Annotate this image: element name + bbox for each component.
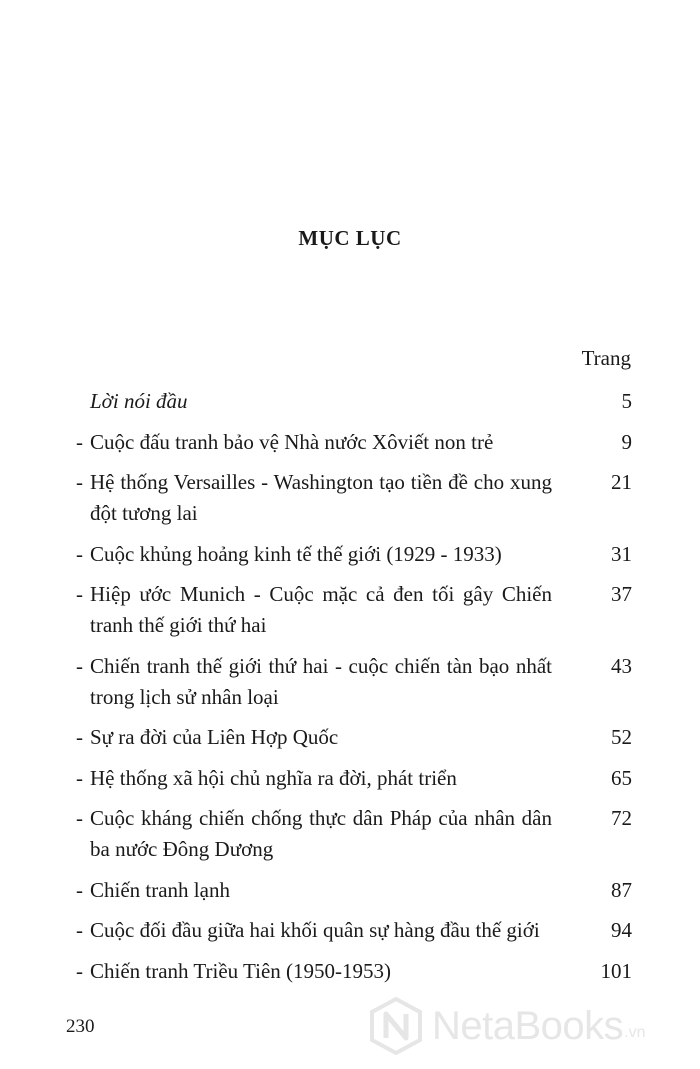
entry-title: Cuộc kháng chiến chống thực dân Pháp của nhân dân ba nước Đông Dương [90,806,552,861]
page-number: 230 [66,1016,95,1037]
entry-dash: - [76,958,83,983]
entry-title: Cuộc đối đầu giữa hai khối quân sự hàng đầu thế giới [90,918,540,942]
entry-dash: - [76,653,83,678]
entry-page: 5 [621,389,632,413]
toc-title: MỤC LỤC [298,226,402,250]
entry-page: 43 [611,653,632,678]
toc-entry [76,722,632,753]
netabooks-logo-icon [366,996,426,1056]
entry-title: Chiến tranh thế giới thứ hai - cuộc chiến tàn bạo nhất trong lịch sử nhân loại [90,653,552,709]
entry-page: 87 [611,877,632,902]
entry-page: 94 [611,918,632,942]
entry-title: Sự ra đời của Liên Hợp Quốc [90,725,339,749]
table-of-contents [76,386,632,996]
entry-dash: - [76,470,83,494]
toc-entry [76,427,632,458]
entry-dash: - [76,877,83,902]
toc-entry [76,539,632,570]
entry-dash: - [76,429,83,454]
toc-entry [76,763,632,794]
entry-dash: - [76,806,83,830]
entry-dash: - [76,582,83,606]
entry-dash: - [76,541,83,566]
entry-page: 37 [611,582,632,606]
entry-page: 52 [611,725,632,749]
entry-page: 31 [611,541,632,566]
entry-page: 9 [621,429,632,454]
entry-title: Hệ thống Versailles - Washington tạo tiền đề cho xung đột tương lai [90,470,552,525]
watermark-brand: NetaBooks [432,1003,624,1048]
toc-entry [76,875,632,906]
entry-page: 72 [611,806,632,830]
entry-title: Hệ thống xã hội chủ nghĩa ra đời, phát triển [90,765,457,790]
entry-page: 21 [611,470,632,494]
entry-title: Hiệp ước Munich - Cuộc mặc cả đen tối gây Chiến tranh thế giới thứ hai [90,582,552,637]
toc-entry [76,467,632,529]
page-column-header: Trang [581,346,631,370]
toc-entry [76,915,632,946]
toc-entry [76,579,632,641]
toc-entry [76,956,632,987]
entry-title: Chiến tranh lạnh [90,877,230,902]
entry-dash: - [76,918,83,942]
toc-entry [76,651,632,713]
entry-title: Chiến tranh Triều Tiên (1950-1953) [90,958,392,983]
entry-title: Lời nói đầu [90,389,188,413]
entry-dash: - [76,765,83,790]
toc-entry [76,803,632,865]
watermark-suffix: .vn [624,1024,646,1041]
entry-title: Cuộc đấu tranh bảo vệ Nhà nước Xôviết non trẻ [90,429,494,454]
entry-page: 65 [611,765,632,790]
toc-entry [76,386,632,417]
entry-title: Cuộc khủng hoảng kinh tế thế giới (1929 - 1933) [90,541,502,566]
entry-dash: - [76,725,83,749]
watermark [366,994,646,1058]
entry-page: 101 [600,958,632,983]
